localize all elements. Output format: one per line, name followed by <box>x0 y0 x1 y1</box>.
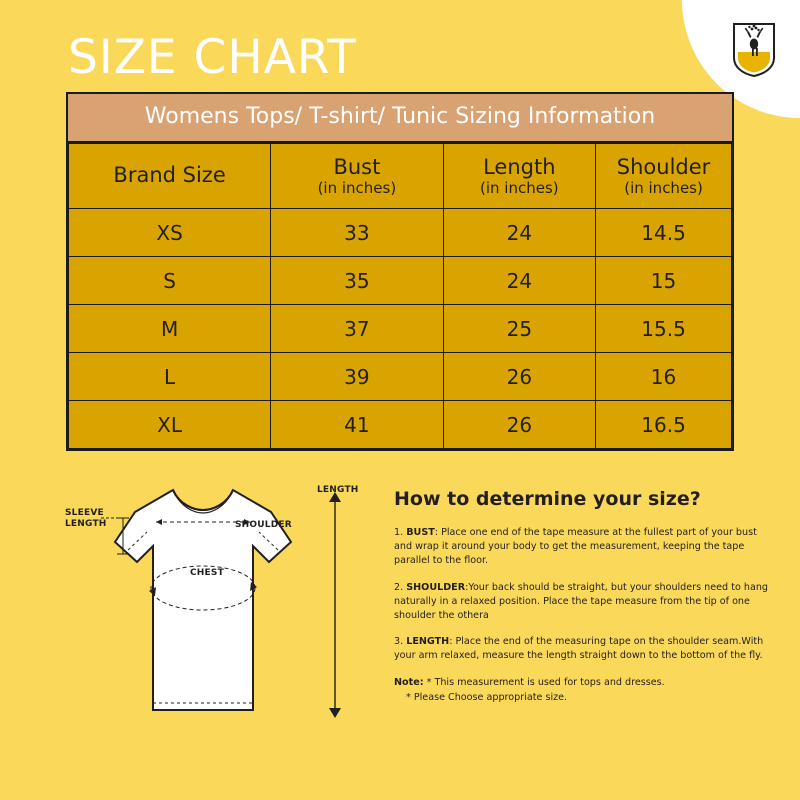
note-line-2: * Please Choose appropriate size. <box>406 691 568 703</box>
deer-shield-logo-icon <box>732 22 776 78</box>
column-header-brand-size: Brand Size <box>69 144 271 209</box>
note-line-1: * This measurement is used for tops and dresses. <box>426 677 665 689</box>
note-block <box>394 676 774 705</box>
table-header-row <box>69 144 732 209</box>
label-sleeve-length: SLEEVE LENGTH <box>65 508 107 530</box>
how-to-item-term: LENGTH <box>406 636 450 648</box>
how-to-item-text: :Your back should be straight, but your shoulders need to hang naturally in a relaxed position. Place the tape measure from the tip of one shoulder the othera <box>394 581 769 621</box>
cell-bust: 35 <box>271 257 443 305</box>
how-to-item-number: 1. <box>394 527 404 538</box>
column-header-length: Length (in inches) <box>443 144 595 209</box>
how-to-item-number: 2. <box>394 581 404 593</box>
column-header-bust: Bust (in inches) <box>271 144 443 209</box>
label-chest: CHEST <box>190 568 224 578</box>
page-title: SIZE CHART <box>68 30 357 85</box>
cell-bust: 39 <box>271 353 443 401</box>
how-to-item-length <box>394 635 774 663</box>
size-chart-subtitle: Womens Tops/ T-shirt/ Tunic Sizing Information <box>68 94 732 143</box>
cell-size: XL <box>69 401 271 449</box>
cell-length: 26 <box>443 353 595 401</box>
how-to-item-term: BUST <box>406 527 435 538</box>
label-shoulder: SHOULDER <box>235 520 292 530</box>
cell-shoulder: 16.5 <box>596 401 732 449</box>
how-to-section <box>394 488 774 705</box>
how-to-item-text: : Place one end of the tape measure at the fullest part of your bust and wrap it around your body to get the measurement, keeping the tape parallel to the floor. <box>394 527 757 566</box>
cell-size: L <box>69 353 271 401</box>
label-length: LENGTH <box>317 485 359 495</box>
size-chart-table <box>68 143 732 449</box>
cell-length: 24 <box>443 209 595 257</box>
cell-size: S <box>69 257 271 305</box>
cell-size: XS <box>69 209 271 257</box>
table-row <box>69 257 732 305</box>
cell-length: 24 <box>443 257 595 305</box>
cell-length: 26 <box>443 401 595 449</box>
how-to-item-bust <box>394 526 774 568</box>
tshirt-diagram <box>55 470 385 770</box>
how-to-item-text: : Place the end of the measuring tape on the shoulder seam.With your arm relaxed, measure the length straight down to the bottom of the fly. <box>394 636 764 662</box>
table-row <box>69 401 732 449</box>
how-to-item-term: SHOULDER <box>406 581 466 593</box>
table-row <box>69 209 732 257</box>
cell-bust: 33 <box>271 209 443 257</box>
cell-shoulder: 16 <box>596 353 732 401</box>
cell-bust: 41 <box>271 401 443 449</box>
table-row <box>69 305 732 353</box>
cell-shoulder: 15 <box>596 257 732 305</box>
table-row <box>69 353 732 401</box>
how-to-item-number: 3. <box>394 636 404 648</box>
cell-size: M <box>69 305 271 353</box>
column-header-shoulder: Shoulder (in inches) <box>596 144 732 209</box>
size-chart <box>66 92 734 451</box>
cell-shoulder: 15.5 <box>596 305 732 353</box>
how-to-heading: How to determine your size? <box>394 488 701 510</box>
cell-shoulder: 14.5 <box>596 209 732 257</box>
note-label: Note: <box>394 677 424 689</box>
cell-bust: 37 <box>271 305 443 353</box>
cell-length: 25 <box>443 305 595 353</box>
how-to-item-shoulder <box>394 581 774 623</box>
